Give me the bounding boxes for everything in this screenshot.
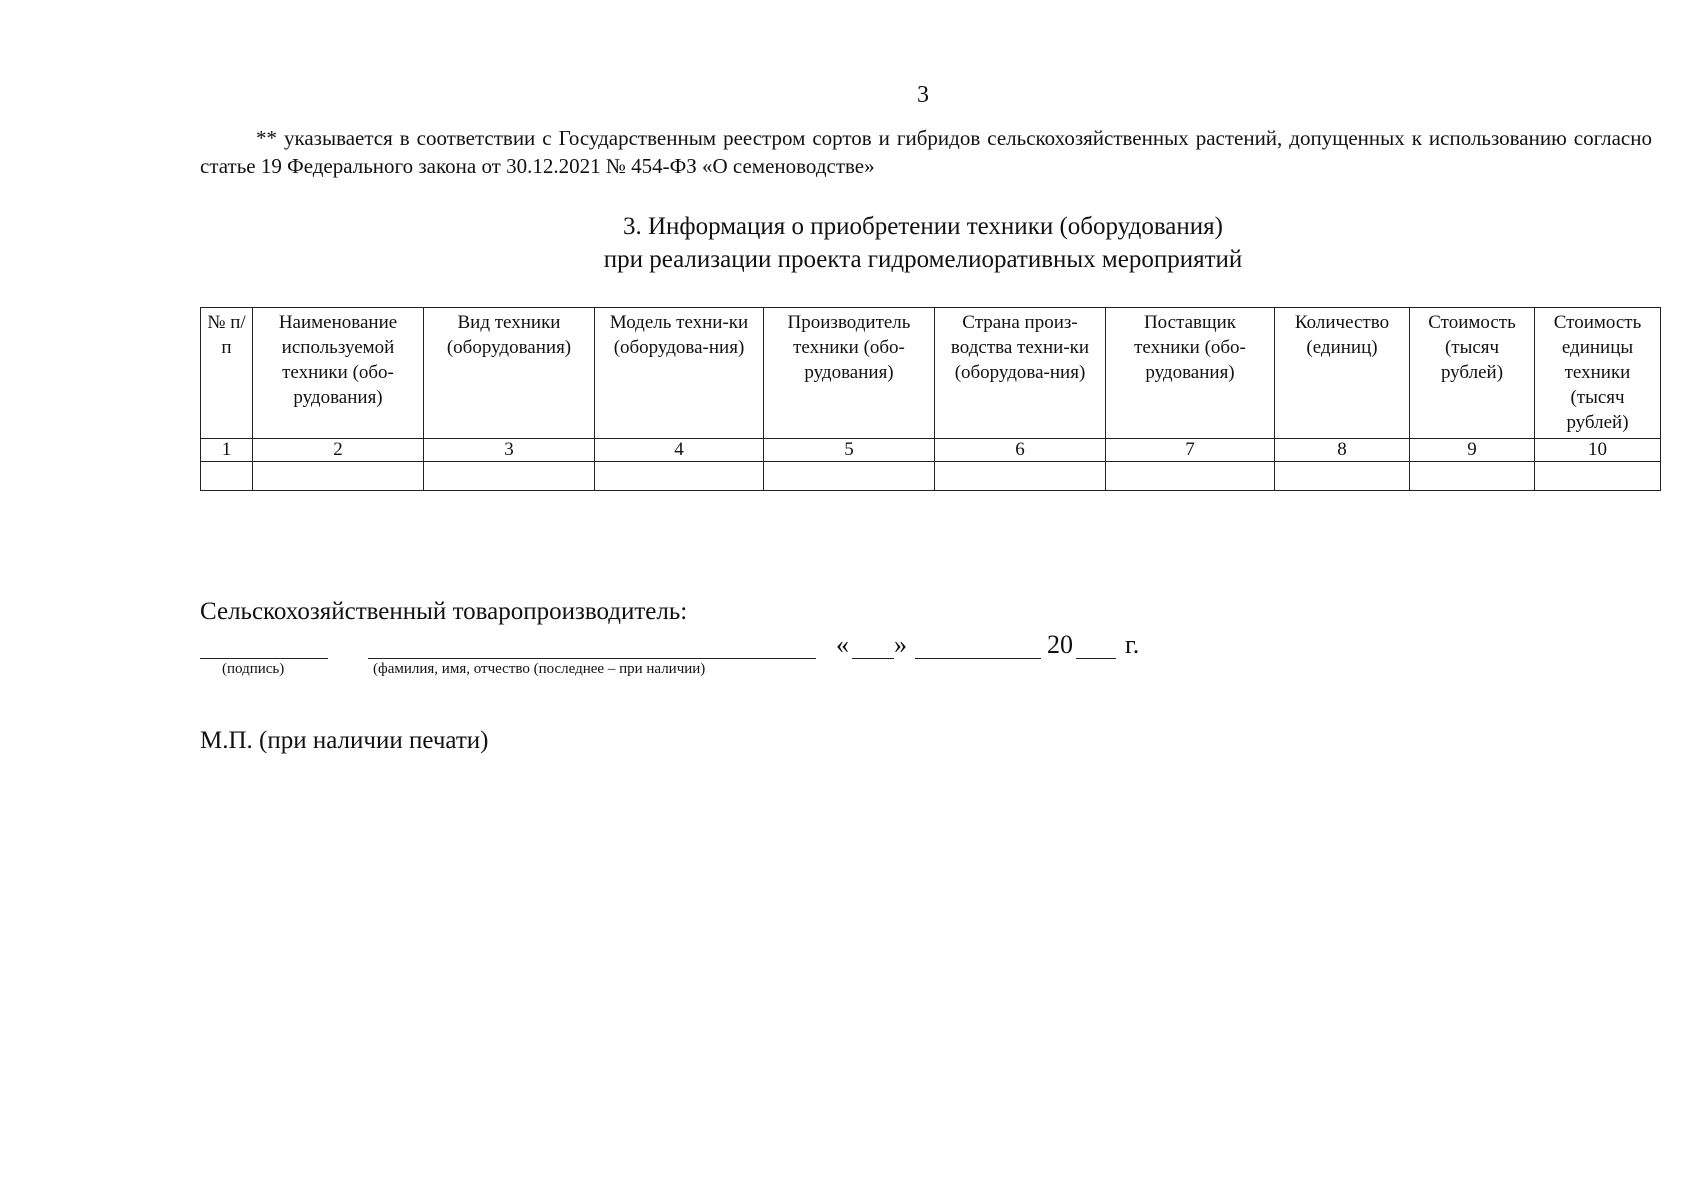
- column-number-cell: 8: [1275, 439, 1410, 462]
- table-header-row: [201, 308, 1661, 439]
- signature-caption: (подпись): [222, 661, 285, 677]
- name-caption: (фамилия, имя, отчество (последнее – при наличии): [373, 661, 706, 677]
- page-number: 3: [917, 82, 929, 108]
- header-cell: Производитель техники (обо-рудования): [764, 308, 935, 439]
- stamp-label: М.П. (при наличии печати): [200, 727, 489, 754]
- column-number-cell: 1: [201, 439, 253, 462]
- column-number-cell: 6: [935, 439, 1106, 462]
- column-number-row: [201, 439, 1661, 462]
- table-cell[interactable]: [201, 462, 253, 491]
- table-cell[interactable]: [764, 462, 935, 491]
- table-cell[interactable]: [424, 462, 595, 491]
- table-cell[interactable]: [935, 462, 1106, 491]
- table-cell[interactable]: [1106, 462, 1275, 491]
- month-line[interactable]: [915, 658, 1041, 659]
- header-cell: Наименование используемой техники (обо-рудования): [253, 308, 424, 439]
- table-cell[interactable]: [1410, 462, 1535, 491]
- signature-block: [200, 630, 1160, 690]
- header-cell: Вид техники (оборудования): [424, 308, 595, 439]
- signature-line[interactable]: [200, 658, 328, 659]
- column-number-cell: 5: [764, 439, 935, 462]
- table-cell[interactable]: [1275, 462, 1410, 491]
- name-line[interactable]: [368, 658, 816, 659]
- day-line[interactable]: [852, 658, 894, 659]
- header-cell: Количество (единиц): [1275, 308, 1410, 439]
- date-open-quote: «: [836, 630, 849, 659]
- year-suffix: г.: [1125, 630, 1140, 659]
- column-number-cell: 9: [1410, 439, 1535, 462]
- year-prefix: 20: [1047, 630, 1073, 659]
- header-cell: Стоимость (тысяч рублей): [1410, 308, 1535, 439]
- column-number-cell: 10: [1535, 439, 1661, 462]
- header-cell: Модель техни-ки (оборудова-ния): [595, 308, 764, 439]
- empty-data-row: [201, 462, 1661, 491]
- table-cell[interactable]: [595, 462, 764, 491]
- header-cell: № п/п: [201, 308, 253, 439]
- year-line[interactable]: [1076, 658, 1116, 659]
- column-number-cell: 4: [595, 439, 764, 462]
- header-cell: Страна произ-водства техни-ки (оборудова-ния): [935, 308, 1106, 439]
- table-cell[interactable]: [1535, 462, 1661, 491]
- header-cell: Стоимость единицы техники (тысяч рублей): [1535, 308, 1661, 439]
- section-title-line2: при реализации проекта гидромелиоративных мероприятий: [603, 246, 1243, 273]
- column-number-cell: 7: [1106, 439, 1275, 462]
- section-title-line1: 3. Информация о приобретении техники (оборудования): [623, 213, 1223, 240]
- producer-label: Сельскохозяйственный товаропроизводитель:: [200, 598, 688, 625]
- section-title: [150, 210, 1696, 276]
- footnote: ** указывается в соответствии с Государственным реестром сортов и гибридов сельскохозяйственных растений, допущенных к использованию согласно статье 19 Федерального закона от 30.12.2021 № 454-ФЗ «О семеноводстве»: [200, 126, 1652, 178]
- equipment-table: [200, 307, 1661, 491]
- header-cell: Поставщик техники (обо-рудования): [1106, 308, 1275, 439]
- column-number-cell: 2: [253, 439, 424, 462]
- table-cell[interactable]: [253, 462, 424, 491]
- column-number-cell: 3: [424, 439, 595, 462]
- date-close-quote: »: [894, 630, 907, 659]
